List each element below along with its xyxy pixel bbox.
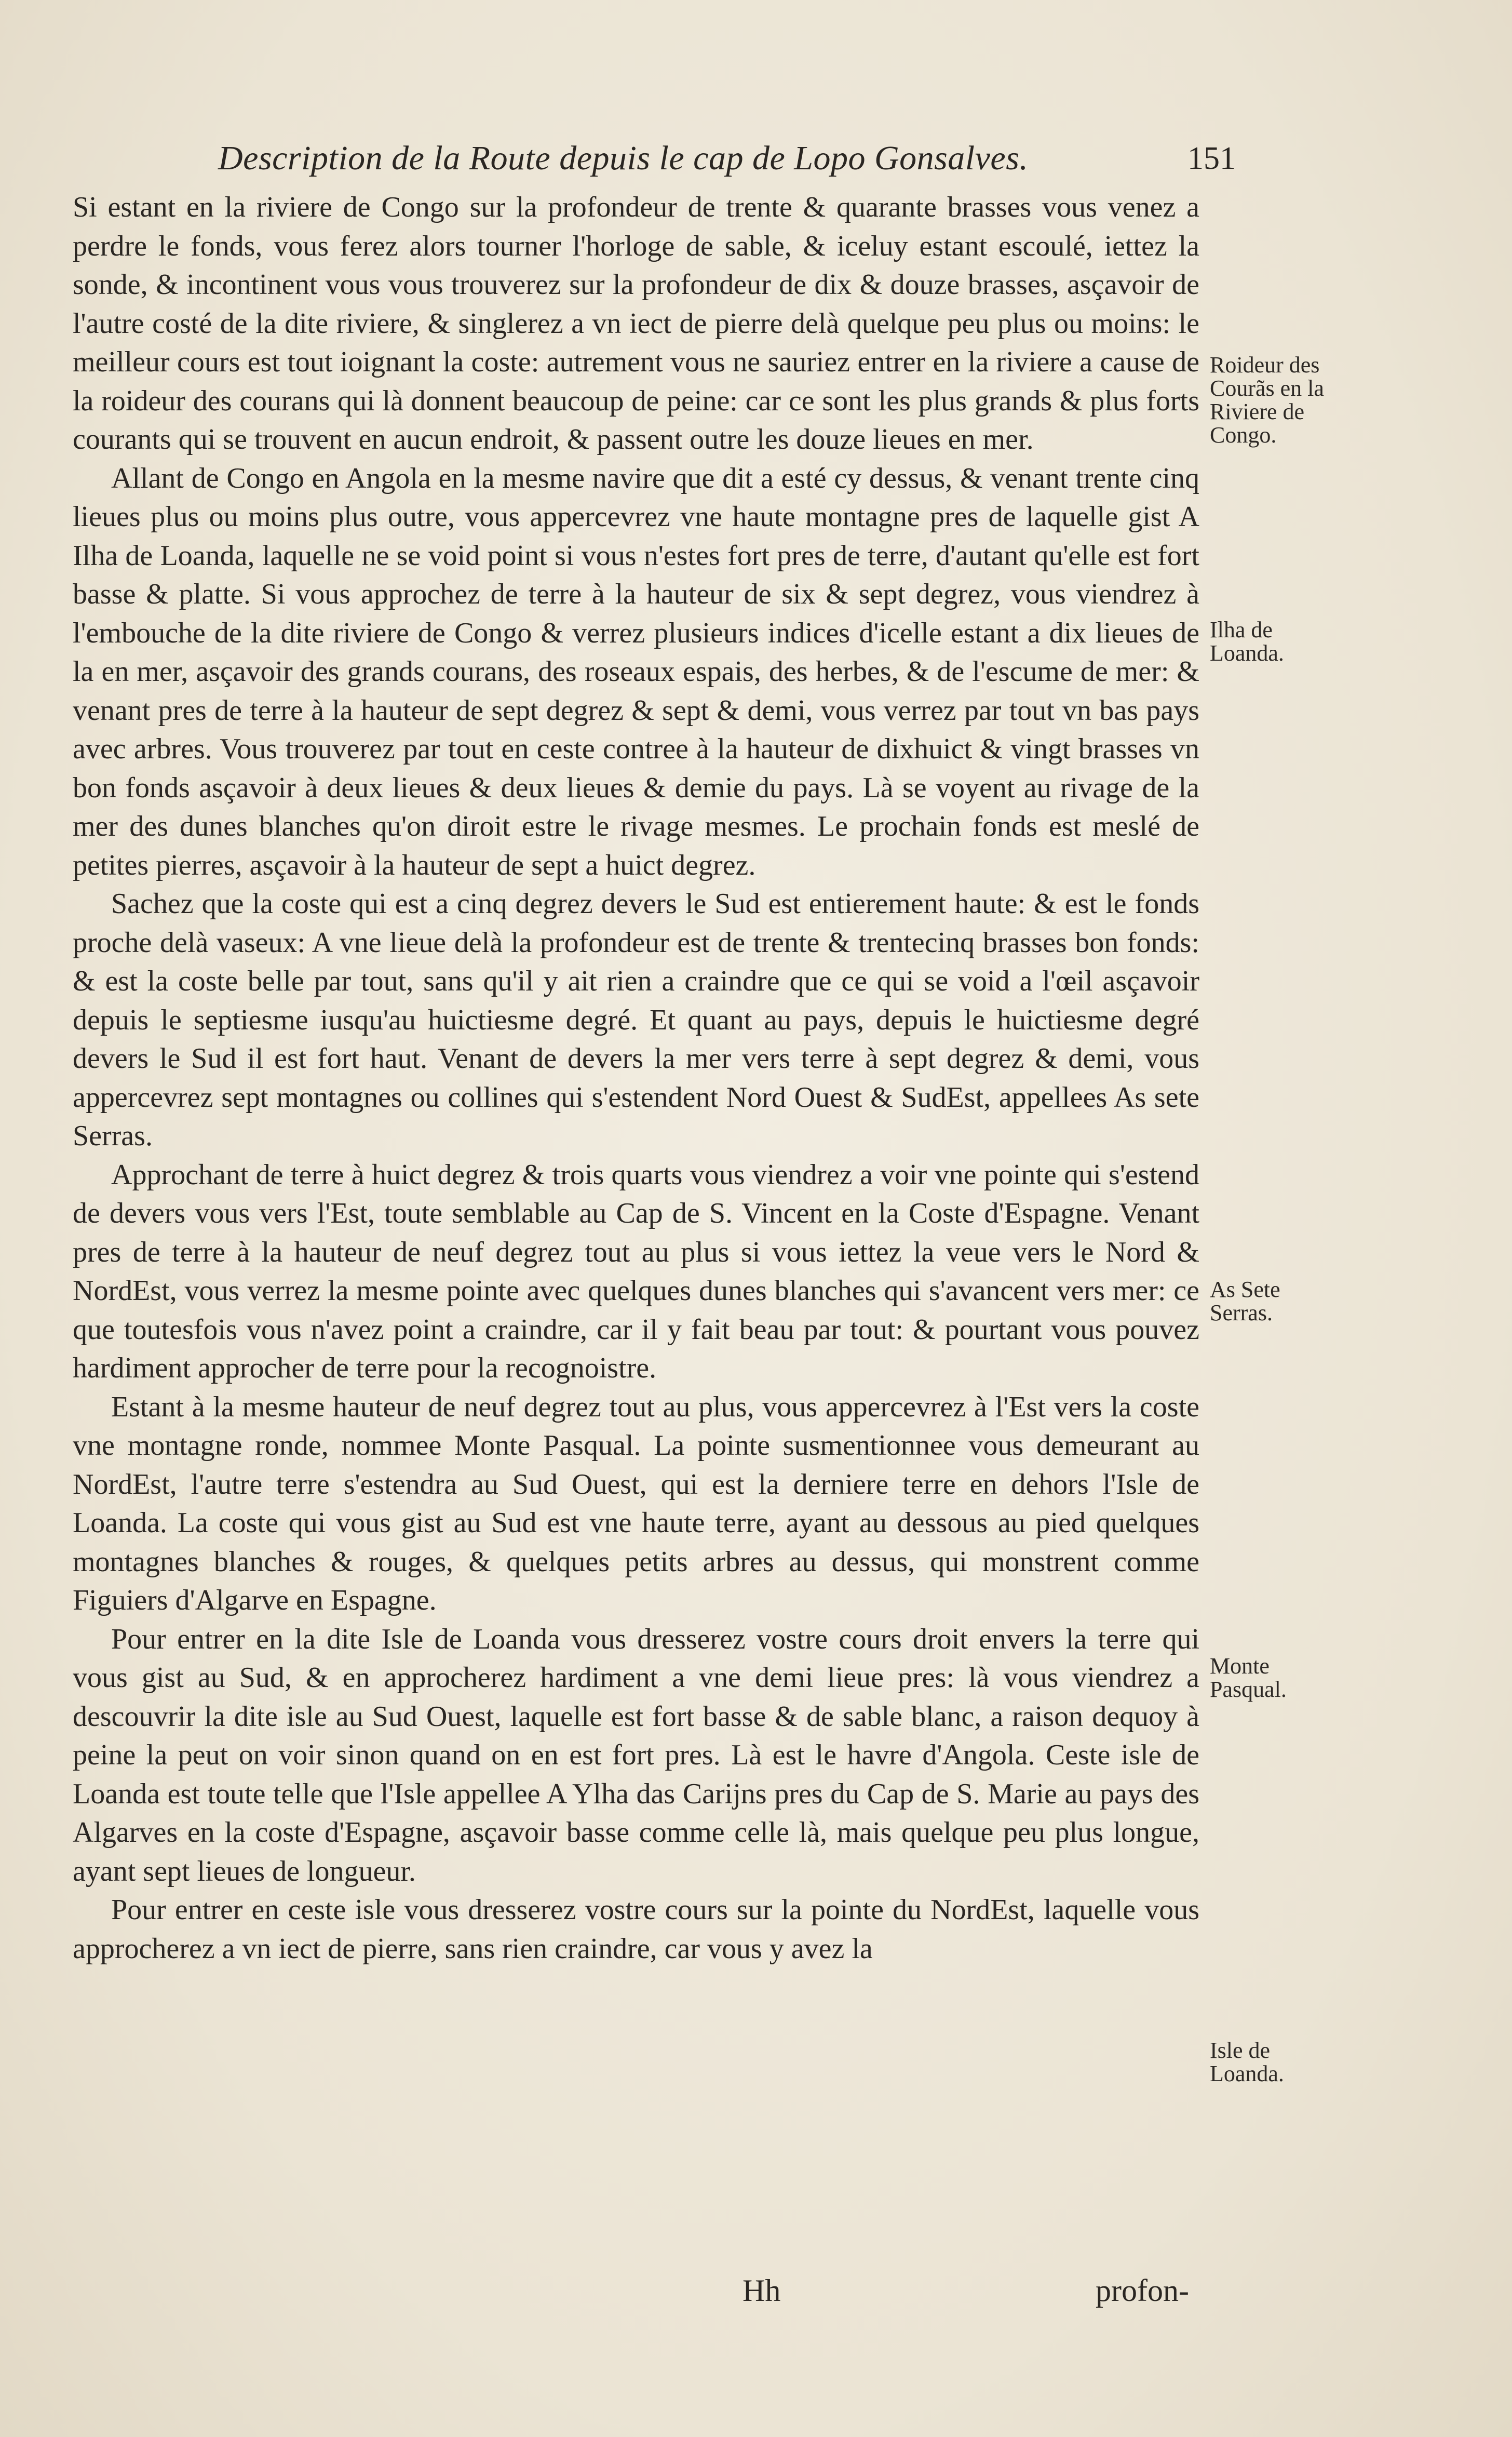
signature-mark: Hh: [743, 2273, 781, 2308]
margin-note-roideur: Roideur des Courãs en la Riviere de Congo.: [1210, 352, 1324, 448]
paragraph-five-degrees-coast: Sachez que la coste qui est a cinq degrez devers le Sud est entierement haute: & est le fonds proche delà vaseux: A vne lieue delà la profondeur est de trente & trentecinq brasses bon fonds: & est la coste belle par tout, sans qu'il y ait rien a craindre que ce qui se void a l'œil asçavoir depuis le septiesme iusqu'au huictiesme degré. Et quant au pays, depuis le huictiesme degré devers le Sud il est fort haut. Venant de devers la mer vers terre à sept degrez & demi, vous appercevrez sept montagnes ou collines qui s'estendent Nord Ouest & SudEst, appellees As sete Serras.: [73, 888, 1199, 1152]
margin-note-sete-serras: As Sete Serras.: [1210, 1277, 1280, 1325]
paragraph-cape-approach: Approchant de terre à huict degrez & trois quarts vous viendrez a voir vne pointe qui s'estend de devers vous vers l'Est, toute semblable au Cap de S. Vincent en la Coste d'Espagne. Venant pres de terre à la hauteur de neuf degrez tout au plus si vous iettez la veue vers le Nord & NordEst, vous verrez la mesme pointe avec quelques dunes blanches qui s'avancent vers mer: ce que toutesfois vous n'avez point a craindre, car il y fait beau par tout: & pourtant vous pouvez hardiment approcher de terre pour la recognoistre.: [73, 1158, 1199, 1384]
running-title: Description de la Route depuis le cap de Lopo Gonsalves.: [218, 139, 1029, 177]
running-header: [218, 130, 1236, 187]
paragraph-isle-entry: Pour entrer en ceste isle vous dresserez vostre cours sur la pointe du NordEst, laquelle vous approcherez a vn iect de pierre, sans rien craindre, car vous y avez la: [73, 1894, 1199, 1965]
page-number: 151: [1187, 141, 1236, 176]
margin-note-ilha-loanda: Ilha de Loanda.: [1210, 617, 1284, 666]
paragraph-congo-to-angola: Allant de Congo en Angola en la mesme navire que dit a esté cy dessus, & venant trente cinq lieues plus ou moins plus outre, vous appercevrez vne haute montagne pres de laquelle gist A Ilha de Loanda, laquelle ne se void point si vous n'estes fort pres de terre, d'autant qu'elle est fort basse & platte. Si vous approchez de terre à la hauteur de six & sept degrez, vous viendrez à l'embouche de la dite riviere de Congo & verrez plusieurs indices d'icelle estant a dix lieues de la en mer, asçavoir des grands courans, des roseaux espais, des herbes, & de l'escume de mer: & venant pres de terre à la hauteur de sept degrez & sept & demi, vous verrez par tout vn bas pays avec arbres. Vous trouverez par tout en ceste contree à la hauteur de dixhuict & vingt brasses vn bon fonds asçavoir à deux lieues & deux lieues & demie du pays. Là se voyent au rivage de la mer des dunes blanches qu'on diroit estre le rivage mesmes. Le prochain fonds est meslé de petites pierres, asçavoir à la hauteur de sept a huict degrez.: [73, 462, 1199, 881]
paragraph-congo-river: Si estant en la riviere de Congo sur la profondeur de trente & quarante brasses vous venez a perdre le fonds, vous ferez alors tourner l'horloge de sable, & iceluy estant escoulé, iettez la sonde, & incontinent vous vous trouverez sur la profondeur de dix & douze brasses, asçavoir de l'autre costé de la dite riviere, & singlerez a vn iect de pierre delà quelque peu plus ou moins: le meilleur cours est tout ioignant la coste: autrement vous ne sauriez entrer en la riviere a cause de la roideur des courans qui là donnent beaucoup de peine: car ce sont les plus grands & plus forts courants qui se trouvent en aucun endroit, & passent outre les douze lieues en mer.: [73, 191, 1199, 456]
margin-note-monte-pasqual: Monte Pasqual.: [1210, 1653, 1287, 1702]
catchword: profon-: [1096, 2273, 1189, 2308]
paragraph-isle-of-loanda: Pour entrer en la dite Isle de Loanda vous dresserez vostre cours droit envers la terre qui vous gist au Sud, & en approcherez hardiment a vne demi lieue pres: là vous viendrez a descouvrir la dite isle au Sud Ouest, laquelle est fort basse & de sable blanc, a raison dequoy à peine la peut on voir sinon quand on en est fort pres. Là est le havre d'Angola. Ceste isle de Loanda est toute telle que l'Isle appellee A Ylha das Carijns pres du Cap de S. Marie au pays des Algarves en la coste d'Espagne, asçavoir basse comme celle là, mais quelque peu plus longue, ayant sept lieues de longueur.: [73, 1623, 1199, 1887]
margin-note-isle-loanda: Isle de Loanda.: [1210, 2038, 1284, 2086]
paragraph-monte-pasqual: Estant à la mesme hauteur de neuf degrez tout au plus, vous appercevrez à l'Est vers la coste vne montagne ronde, nommee Monte Pasqual. La pointe susmentionnee vous demeurant au NordEst, l'autre terre s'estendra au Sud Ouest, qui est la derniere terre en dehors l'Isle de Loanda. La coste qui vous gist au Sud est vne haute terre, ayant au dessous au pied quelques montagnes blanches & rouges, & quelques petits arbres au dessus, qui monstrent comme Figuiers d'Algarve en Espagne.: [73, 1390, 1199, 1616]
main-text: [73, 188, 1199, 1968]
